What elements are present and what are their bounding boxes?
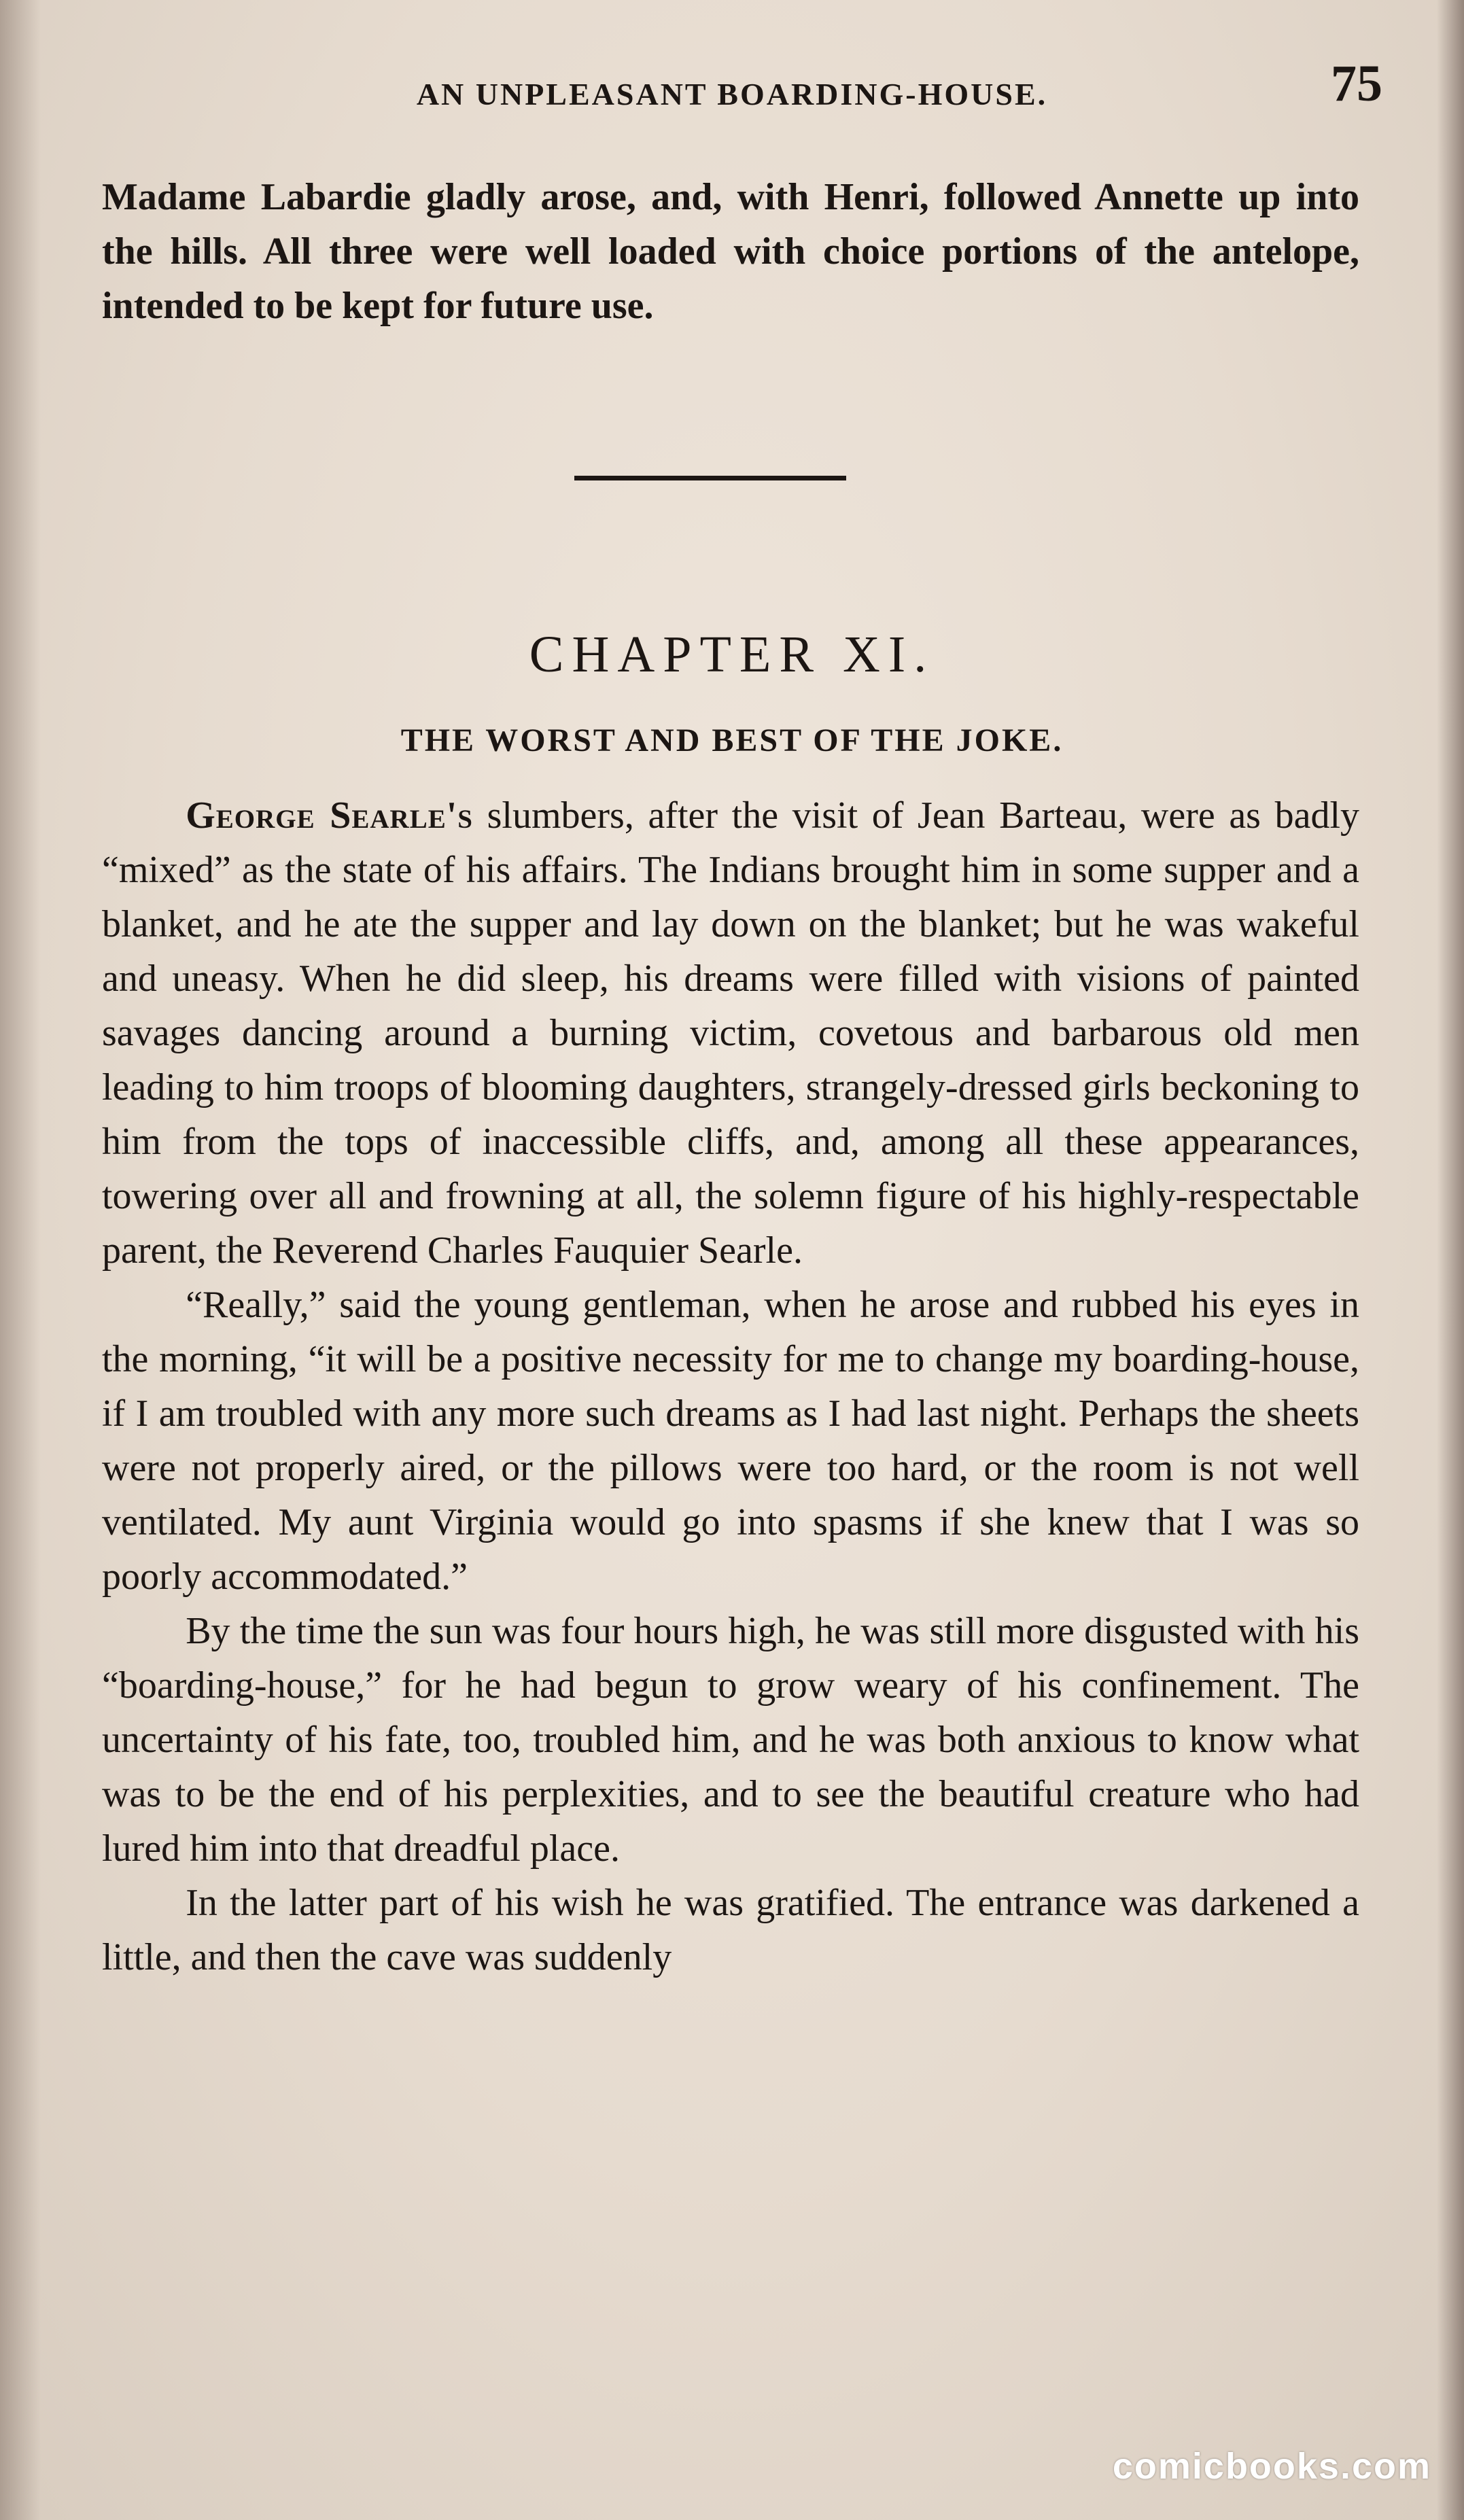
- carryover-paragraph: [102, 170, 1359, 333]
- section-divider-rule: [574, 476, 846, 480]
- paragraph-1: [102, 788, 1359, 1278]
- paragraph-3: By the time the sun was four hours high, he was still more disgusted with his “boarding-house,” for he had begun to grow weary of his confinement. The uncertainty of his fate, too, troubled him, and he was both anxious to know what was to be the end of his perplexities, and to see the beautiful creature who had lured him into that dreadful place.: [102, 1610, 1359, 1870]
- chapter-body: [102, 788, 1359, 1984]
- paragraph-1-text: slumbers, after the visit of Jean Barteau, were as badly “mixed” as the state of his affairs. The Indians brought him in some supper and a blanket, and he ate the supper and lay down on the blanket; but he was wakeful and uneasy. When he did sleep, his dreams were filled with visions of painted savages dancing around a burning victim, covetous and barbarous old men leading to him troops of blooming daughters, strangely-dressed girls beckoning to him from the tops of inaccessible cliffs, and, among all these appearances, towering over all and frowning at all, the solemn figure of his highly-respectable parent, the Reverend Charles Fauquier Searle.: [102, 794, 1360, 1272]
- paragraph-2: “Really,” said the young gentleman, when he arose and rubbed his eyes in the morning, “it will be a positive necessity for me to change my boarding-house, if I am troubled with any more such dreams as I had last night. Perhaps the sheets were not properly aired, or the pillows were too hard, or the room is not well ventilated. My aunt Virginia would go into spasms if she knew that I was so poorly accommodated.”: [102, 1284, 1359, 1598]
- carryover-paragraph-text: Madame Labardie gladly arose, and, with Henri, followed Annette up into the hills. All three were well loaded with choice portions of the antelope, intended to be kept for future use.: [102, 176, 1359, 327]
- spine-shadow: [0, 0, 41, 2520]
- chapter-title: CHAPTER XI.: [529, 626, 935, 683]
- page-edge-shadow: [1437, 0, 1464, 2520]
- page-number: 75: [1331, 55, 1382, 112]
- watermark: comicbooks.com: [1112, 2446, 1431, 2487]
- running-head: AN UNPLEASANT BOARDING-HOUSE.: [416, 77, 1048, 111]
- paragraph-1-lead: George Searle's: [186, 794, 473, 837]
- paragraph-4: In the latter part of his wish he was gratified. The entrance was darkened a little, and then the cave was suddenly: [102, 1882, 1359, 1978]
- chapter-subtitle: THE WORST AND BEST OF THE JOKE.: [400, 722, 1064, 758]
